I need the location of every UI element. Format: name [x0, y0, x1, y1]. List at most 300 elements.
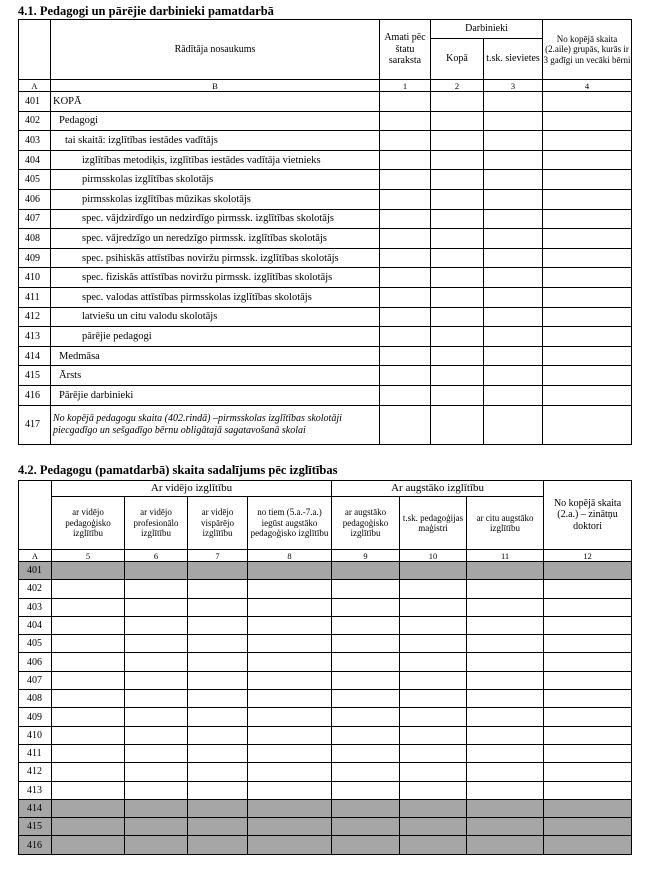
value-cell[interactable] [380, 385, 431, 405]
table-row [19, 405, 632, 444]
row-label: pirmsskolas izglītības skolotājs [51, 170, 380, 190]
value-cell[interactable] [431, 268, 484, 288]
table-row [19, 209, 632, 229]
blank-corner [19, 481, 52, 550]
value-cell[interactable] [543, 170, 632, 190]
section-4-2-title: 4.2. Pedagogu (pamatdarbā) skaita sadalījums pēc izglītības [18, 463, 338, 477]
value-cell[interactable] [380, 170, 431, 190]
value-cell[interactable] [52, 726, 125, 744]
row-label: Pedagogi [51, 111, 380, 131]
value-cell[interactable] [544, 671, 632, 689]
value-cell[interactable] [431, 346, 484, 366]
value-cell[interactable] [400, 708, 467, 726]
value-cell[interactable] [248, 653, 332, 671]
value-cell[interactable] [188, 763, 248, 781]
table-row [19, 671, 632, 689]
value-cell[interactable] [332, 726, 400, 744]
column-index: A [19, 80, 51, 92]
col11-header: ar citu augstāko izglītību [467, 497, 544, 550]
value-cell[interactable] [52, 671, 125, 689]
value-cell[interactable] [332, 763, 400, 781]
column-index: 7 [188, 550, 248, 562]
table-row [19, 307, 632, 327]
value-cell [332, 836, 400, 854]
value-cell[interactable] [125, 653, 188, 671]
value-cell[interactable] [431, 248, 484, 268]
table-row [19, 726, 632, 744]
row-code: 402 [19, 580, 52, 598]
row-code: 417 [19, 405, 51, 444]
row-code: 414 [19, 799, 52, 817]
value-cell[interactable] [543, 248, 632, 268]
value-cell[interactable] [400, 690, 467, 708]
value-cell[interactable] [431, 287, 484, 307]
positions-header: Amati pēc štatu saraksta [380, 20, 431, 80]
value-cell[interactable] [431, 405, 484, 444]
value-cell[interactable] [431, 189, 484, 209]
value-cell[interactable] [400, 653, 467, 671]
value-cell[interactable] [332, 653, 400, 671]
value-cell[interactable] [467, 763, 544, 781]
doctors-header: No kopējā skaita (2.a.) – zinātņu doktori [544, 481, 632, 550]
value-cell[interactable] [332, 616, 400, 634]
value-cell[interactable] [544, 726, 632, 744]
row-code: 409 [19, 708, 52, 726]
row-label: spec. vājredzīgo un neredzīgo pirmssk. izglītības skolotājs [51, 229, 380, 249]
col9-header: ar augstāko pedagoģisko izglītību [332, 497, 400, 550]
column-index-row [19, 550, 632, 562]
table-row [19, 346, 632, 366]
row-code: 410 [19, 268, 51, 288]
value-cell [467, 836, 544, 854]
value-cell[interactable] [467, 598, 544, 616]
value-cell[interactable] [380, 209, 431, 229]
value-cell[interactable] [188, 653, 248, 671]
value-cell[interactable] [248, 744, 332, 762]
value-cell[interactable] [543, 307, 632, 327]
value-cell[interactable] [484, 92, 543, 112]
value-cell[interactable] [544, 635, 632, 653]
table-row [19, 818, 632, 836]
value-cell[interactable] [467, 635, 544, 653]
value-cell[interactable] [248, 781, 332, 799]
value-cell[interactable] [380, 229, 431, 249]
row-label: izglītības metodiķis, izglītības iestādes vadītāja vietnieks [51, 150, 380, 170]
table-row [19, 170, 632, 190]
value-cell[interactable] [380, 405, 431, 444]
col8-header: no tiem (5.a.-7.a.) iegūst augstāko pedagoģisko izglītību [248, 497, 332, 550]
value-cell[interactable] [543, 385, 632, 405]
value-cell[interactable] [248, 708, 332, 726]
value-cell [332, 818, 400, 836]
row-code: 401 [19, 92, 51, 112]
value-cell [248, 562, 332, 580]
table-row [19, 92, 632, 112]
value-cell[interactable] [380, 327, 431, 347]
row-code: 408 [19, 690, 52, 708]
column-index: A [19, 550, 52, 562]
value-cell[interactable] [484, 385, 543, 405]
value-cell[interactable] [544, 598, 632, 616]
value-cell[interactable] [467, 580, 544, 598]
row-code: 401 [19, 562, 52, 580]
value-cell[interactable] [400, 744, 467, 762]
value-cell[interactable] [380, 346, 431, 366]
value-cell[interactable] [125, 781, 188, 799]
value-cell[interactable] [543, 405, 632, 444]
value-cell[interactable] [332, 744, 400, 762]
value-cell[interactable] [52, 580, 125, 598]
row-code: 412 [19, 763, 52, 781]
value-cell[interactable] [248, 690, 332, 708]
row-code: 413 [19, 781, 52, 799]
secondary-education-header: Ar vidējo izglītību [52, 481, 332, 497]
higher-education-header: Ar augstāko izglītību [332, 481, 544, 497]
value-cell [188, 836, 248, 854]
value-cell[interactable] [467, 744, 544, 762]
table-row [19, 562, 632, 580]
value-cell[interactable] [380, 268, 431, 288]
value-cell[interactable] [484, 366, 543, 386]
table-row [19, 616, 632, 634]
value-cell [125, 836, 188, 854]
row-code: 416 [19, 385, 51, 405]
value-cell[interactable] [431, 307, 484, 327]
table-row [19, 708, 632, 726]
value-cell[interactable] [332, 708, 400, 726]
col7-header: ar vidējo vispārējo izglītību [188, 497, 248, 550]
table-row [19, 799, 632, 817]
value-cell[interactable] [400, 598, 467, 616]
value-cell[interactable] [400, 781, 467, 799]
value-cell[interactable] [248, 580, 332, 598]
value-cell[interactable] [125, 690, 188, 708]
indicator-name-header: Rādītāja nosaukums [51, 20, 380, 80]
value-cell[interactable] [188, 635, 248, 653]
value-cell [400, 836, 467, 854]
row-code: 415 [19, 818, 52, 836]
row-code: 409 [19, 248, 51, 268]
row-label: Medmāsa [51, 346, 380, 366]
value-cell[interactable] [380, 287, 431, 307]
value-cell[interactable] [52, 744, 125, 762]
row-label: Ārsts [51, 366, 380, 386]
table-row [19, 150, 632, 170]
value-cell [400, 818, 467, 836]
value-cell[interactable] [484, 229, 543, 249]
row-code: 411 [19, 744, 52, 762]
row-label: spec. vājdzirdīgo un nedzirdīgo pirmssk. izglītības skolotājs [51, 209, 380, 229]
row-label: spec. valodas attīstības pirmsskolas izglītības skolotājs [51, 287, 380, 307]
value-cell[interactable] [380, 131, 431, 151]
value-cell[interactable] [52, 708, 125, 726]
column-index: 10 [400, 550, 467, 562]
value-cell[interactable] [543, 327, 632, 347]
value-cell[interactable] [543, 111, 632, 131]
value-cell[interactable] [52, 653, 125, 671]
value-cell[interactable] [188, 726, 248, 744]
value-cell[interactable] [543, 92, 632, 112]
value-cell[interactable] [544, 580, 632, 598]
value-cell[interactable] [52, 635, 125, 653]
value-cell[interactable] [467, 708, 544, 726]
table-row [19, 385, 632, 405]
value-cell[interactable] [431, 111, 484, 131]
row-label: KOPĀ [51, 92, 380, 112]
value-cell[interactable] [125, 580, 188, 598]
value-cell[interactable] [544, 763, 632, 781]
column-index: 11 [467, 550, 544, 562]
value-cell[interactable] [52, 763, 125, 781]
value-cell [52, 836, 125, 854]
blank-corner [19, 20, 51, 80]
table-row [19, 635, 632, 653]
table-row [19, 836, 632, 854]
value-cell[interactable] [248, 726, 332, 744]
value-cell[interactable] [431, 131, 484, 151]
value-cell[interactable] [543, 346, 632, 366]
value-cell[interactable] [380, 248, 431, 268]
value-cell[interactable] [431, 385, 484, 405]
value-cell [332, 562, 400, 580]
value-cell[interactable] [467, 671, 544, 689]
value-cell [248, 818, 332, 836]
value-cell[interactable] [484, 346, 543, 366]
column-index: 9 [332, 550, 400, 562]
value-cell[interactable] [467, 653, 544, 671]
value-cell[interactable] [400, 616, 467, 634]
value-cell[interactable] [332, 598, 400, 616]
value-cell[interactable] [431, 170, 484, 190]
row-code: 415 [19, 366, 51, 386]
value-cell[interactable] [467, 726, 544, 744]
value-cell [467, 562, 544, 580]
value-cell[interactable] [332, 690, 400, 708]
table-row [19, 327, 632, 347]
value-cell [544, 799, 632, 817]
value-cell[interactable] [400, 763, 467, 781]
value-cell[interactable] [484, 248, 543, 268]
value-cell[interactable] [248, 763, 332, 781]
column-index: 8 [248, 550, 332, 562]
value-cell[interactable] [467, 616, 544, 634]
value-cell[interactable] [431, 209, 484, 229]
value-cell[interactable] [543, 287, 632, 307]
value-cell[interactable] [125, 708, 188, 726]
value-cell[interactable] [125, 763, 188, 781]
value-cell[interactable] [188, 671, 248, 689]
value-cell[interactable] [543, 268, 632, 288]
value-cell[interactable] [125, 744, 188, 762]
value-cell[interactable] [484, 307, 543, 327]
table-row [19, 744, 632, 762]
value-cell[interactable] [484, 189, 543, 209]
value-cell [52, 818, 125, 836]
value-cell[interactable] [431, 229, 484, 249]
value-cell[interactable] [431, 150, 484, 170]
value-cell [125, 799, 188, 817]
value-cell[interactable] [380, 150, 431, 170]
row-code: 413 [19, 327, 51, 347]
value-cell[interactable] [467, 690, 544, 708]
value-cell[interactable] [484, 268, 543, 288]
value-cell[interactable] [380, 366, 431, 386]
table-row [19, 248, 632, 268]
table-row [19, 131, 632, 151]
value-cell[interactable] [248, 598, 332, 616]
row-code: 403 [19, 131, 51, 151]
table-row [19, 690, 632, 708]
row-code: 410 [19, 726, 52, 744]
value-cell[interactable] [248, 616, 332, 634]
value-cell[interactable] [125, 598, 188, 616]
value-cell[interactable] [543, 229, 632, 249]
value-cell[interactable] [484, 209, 543, 229]
value-cell[interactable] [543, 131, 632, 151]
value-cell[interactable] [125, 726, 188, 744]
value-cell[interactable] [484, 111, 543, 131]
value-cell [467, 799, 544, 817]
table-row [19, 229, 632, 249]
value-cell[interactable] [400, 580, 467, 598]
value-cell[interactable] [188, 598, 248, 616]
value-cell[interactable] [125, 635, 188, 653]
value-cell[interactable] [125, 616, 188, 634]
employees-group-header: Darbinieki [431, 20, 543, 39]
column-index: 12 [544, 550, 632, 562]
value-cell[interactable] [248, 671, 332, 689]
value-cell[interactable] [484, 131, 543, 151]
row-code: 406 [19, 189, 51, 209]
row-label: spec. fiziskās attīstības noviržu pirmssk. izglītības skolotājs [51, 268, 380, 288]
value-cell[interactable] [484, 150, 543, 170]
row-code: 407 [19, 671, 52, 689]
table-row [19, 111, 632, 131]
value-cell[interactable] [380, 307, 431, 327]
column-index-row [19, 80, 632, 92]
value-cell[interactable] [332, 671, 400, 689]
value-cell[interactable] [380, 111, 431, 131]
row-code: 407 [19, 209, 51, 229]
value-cell[interactable] [400, 671, 467, 689]
value-cell[interactable] [543, 189, 632, 209]
table-row [19, 781, 632, 799]
row-code: 416 [19, 836, 52, 854]
table-row [19, 598, 632, 616]
value-cell[interactable] [332, 635, 400, 653]
value-cell[interactable] [484, 327, 543, 347]
value-cell[interactable] [544, 653, 632, 671]
women-header: t.sk. sievietes [484, 39, 543, 80]
value-cell[interactable] [543, 366, 632, 386]
value-cell [332, 799, 400, 817]
row-code: 403 [19, 598, 52, 616]
column-index: 6 [125, 550, 188, 562]
value-cell[interactable] [52, 598, 125, 616]
column-index: B [51, 80, 380, 92]
value-cell[interactable] [188, 744, 248, 762]
value-cell [544, 836, 632, 854]
value-cell[interactable] [332, 580, 400, 598]
value-cell[interactable] [52, 616, 125, 634]
value-cell[interactable] [380, 189, 431, 209]
value-cell[interactable] [400, 726, 467, 744]
value-cell[interactable] [544, 708, 632, 726]
value-cell[interactable] [380, 92, 431, 112]
staff-table [18, 19, 632, 445]
value-cell[interactable] [484, 287, 543, 307]
table-row [19, 189, 632, 209]
table-row [19, 366, 632, 386]
table-row [19, 268, 632, 288]
value-cell[interactable] [544, 744, 632, 762]
value-cell [544, 562, 632, 580]
row-label: tai skaitā: izglītības iestādes vadītājs [51, 131, 380, 151]
row-label: pirmsskolas izglītības mūzikas skolotājs [51, 189, 380, 209]
value-cell[interactable] [332, 781, 400, 799]
value-cell[interactable] [544, 781, 632, 799]
row-code: 408 [19, 229, 51, 249]
value-cell[interactable] [188, 580, 248, 598]
column-index: 1 [380, 80, 431, 92]
value-cell[interactable] [484, 170, 543, 190]
value-cell[interactable] [431, 92, 484, 112]
value-cell [188, 799, 248, 817]
value-cell[interactable] [431, 366, 484, 386]
value-cell [544, 818, 632, 836]
value-cell[interactable] [484, 405, 543, 444]
total-header: Kopā [431, 39, 484, 80]
value-cell [125, 818, 188, 836]
row-code: 402 [19, 111, 51, 131]
value-cell[interactable] [188, 690, 248, 708]
value-cell[interactable] [400, 635, 467, 653]
value-cell[interactable] [543, 209, 632, 229]
value-cell[interactable] [543, 150, 632, 170]
row-code: 406 [19, 653, 52, 671]
education-table [18, 480, 632, 855]
value-cell[interactable] [544, 690, 632, 708]
row-code: 405 [19, 635, 52, 653]
row-code: 412 [19, 307, 51, 327]
value-cell[interactable] [188, 781, 248, 799]
value-cell[interactable] [125, 671, 188, 689]
row-code: 404 [19, 616, 52, 634]
table-row [19, 653, 632, 671]
value-cell [400, 562, 467, 580]
value-cell [188, 562, 248, 580]
value-cell[interactable] [467, 781, 544, 799]
value-cell[interactable] [52, 690, 125, 708]
value-cell[interactable] [544, 616, 632, 634]
table-row [19, 763, 632, 781]
section-4-1-title: 4.1. Pedagogi un pārējie darbinieki pamatdarbā [18, 4, 274, 18]
value-cell [52, 562, 125, 580]
column-index: 2 [431, 80, 484, 92]
value-cell[interactable] [188, 708, 248, 726]
value-cell[interactable] [431, 327, 484, 347]
table-row [19, 580, 632, 598]
column-index: 3 [484, 80, 543, 92]
row-label: No kopējā pedagogu skaita (402.rindā) –pirmsskolas izglītības skolotāji piecgadīgo un sešgadīgo bērnu obligātajā sagatavošanā skolai [51, 405, 380, 444]
value-cell[interactable] [52, 781, 125, 799]
value-cell[interactable] [188, 616, 248, 634]
col10-header: t.sk. pedagoģijas maģistri [400, 497, 467, 550]
value-cell [52, 799, 125, 817]
value-cell [248, 836, 332, 854]
column-index: 4 [543, 80, 632, 92]
value-cell[interactable] [248, 635, 332, 653]
